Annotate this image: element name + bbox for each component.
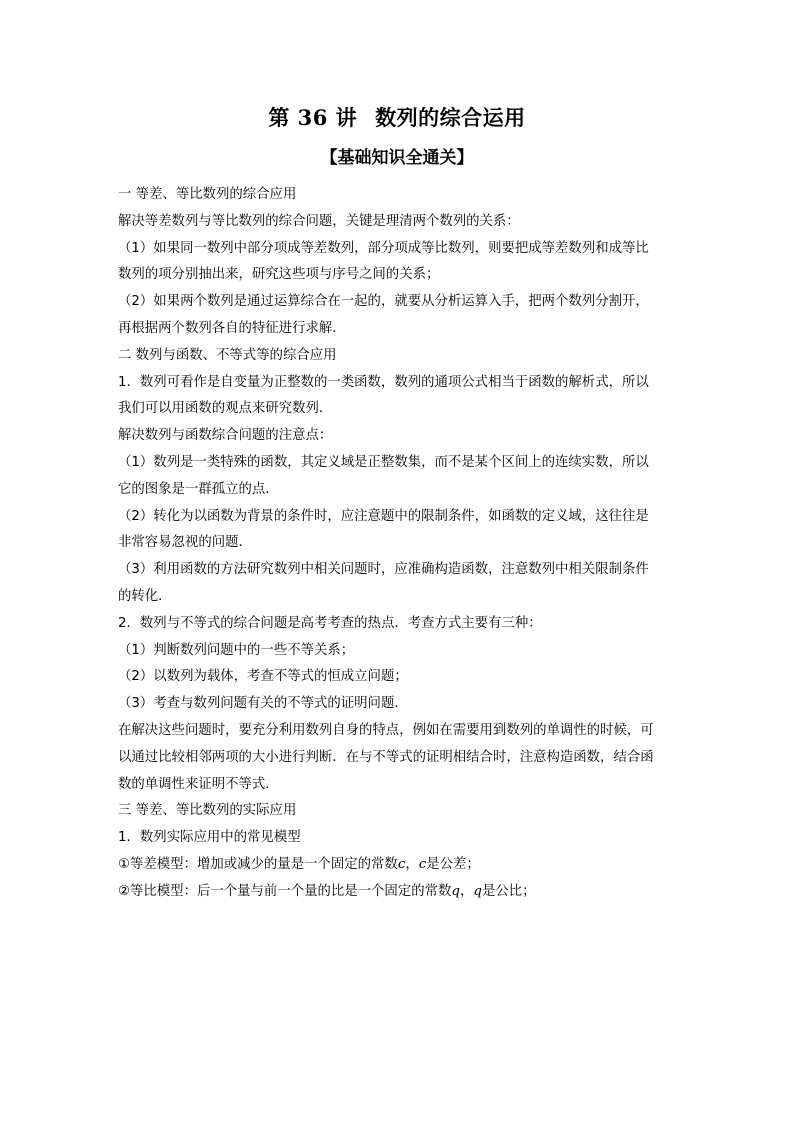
section-subtitle: 【基础知识全通关】 — [320, 148, 474, 168]
paragraph-line: （2）以数列为载体，考查不等式的恒成立问题； — [118, 669, 408, 685]
geom-sep: ， — [459, 883, 474, 899]
paragraph-line: （1）数列是一类特殊的函数，其定义域是正整数集，而不是某个区间上的连续实数，所以 — [118, 454, 649, 470]
paragraph-line: （2）如果两个数列是通过运算综合在一起的，就要从分析运算入手，把两个数列分割开， — [118, 294, 649, 310]
arith-var-c: c — [397, 856, 406, 872]
paragraph-line: 再根据两个数列各自的特征进行求解． — [118, 320, 346, 336]
paragraph-line: 数列的项分别抽出来，研究这些项与序号之间的关系； — [118, 267, 440, 283]
arith-suffix: 是公差； — [426, 856, 480, 872]
arith-prefix: ①等差模型：增加或减少的量是一个固定的常数 — [118, 856, 398, 872]
title-lecture-number: 第 36 讲 — [268, 105, 358, 130]
paragraph-line: 非常容易忽视的问题． — [118, 535, 252, 551]
paragraph-line: 以通过比较相邻两项的大小进行判断．在与不等式的证明相结合时，注意构造函数，结合函 — [118, 749, 654, 765]
geom-suffix: 是公比； — [481, 883, 536, 899]
geom-prefix: ②等比模型：后一个量与前一个量的比是一个固定的常数 — [118, 883, 452, 899]
paragraph-line: 在解决这些问题时，要充分利用数列自身的特点，例如在需要用到数列的单调性的时候，可 — [118, 722, 654, 738]
paragraph-line: 解决数列与函数综合问题的注意点： — [118, 428, 333, 444]
paragraph-line: （2）转化为以函数为背景的条件时，应注意题中的限制条件，如函数的定义域，这往往是 — [118, 508, 649, 524]
heading-section-2: 二 数列与函数、不等式等的综合应用 — [118, 347, 337, 363]
geom-var-q-2: q — [473, 883, 482, 899]
paragraph-line: （1）如果同一数列中部分项成等差数列，部分项成等比数列，则要把成等差数列和成等比 — [118, 240, 649, 256]
heading-section-3: 三 等差、等比数列的实际应用 — [118, 803, 297, 819]
arith-var-c-2: c — [418, 856, 427, 872]
title-topic: 数列的综合运用 — [375, 105, 526, 130]
arithmetic-model-line — [118, 852, 678, 879]
page-title — [0, 104, 794, 132]
paragraph-line: 我们可以用函数的观点来研究数列． — [118, 401, 333, 417]
geometric-model-line — [118, 879, 678, 906]
paragraph-line: （1）判断数列问题中的一些不等关系； — [118, 642, 355, 658]
paragraph-line: 解决等差数列与等比数列的综合问题，关键是理清两个数列的关系： — [118, 213, 520, 229]
paragraph-line: 数的单调性来证明不等式． — [118, 776, 279, 792]
paragraph-line: 1．数列可看作是自变量为正整数的一类函数，数列的通项公式相当于函数的解析式，所以 — [118, 374, 649, 390]
paragraph-line: （3）利用函数的方法研究数列中相关问题时，应准确构造函数，注意数列中相关限制条件 — [118, 562, 649, 578]
paragraph-line: 它的图象是一群孤立的点． — [118, 481, 279, 497]
geom-var-q: q — [451, 883, 460, 899]
paragraph-line: （3）考查与数列问题有关的不等式的证明问题． — [118, 696, 408, 712]
paragraph-line: 1．数列实际应用中的常见模型 — [118, 830, 301, 846]
paragraph-line: 2．数列与不等式的综合问题是高考考查的热点．考查方式主要有三种： — [118, 615, 542, 631]
arith-sep: ， — [405, 856, 419, 872]
paragraph-line: 的转化． — [118, 588, 172, 604]
heading-section-1: 一 等差、等比数列的综合应用 — [118, 187, 297, 202]
document-body — [118, 182, 678, 906]
